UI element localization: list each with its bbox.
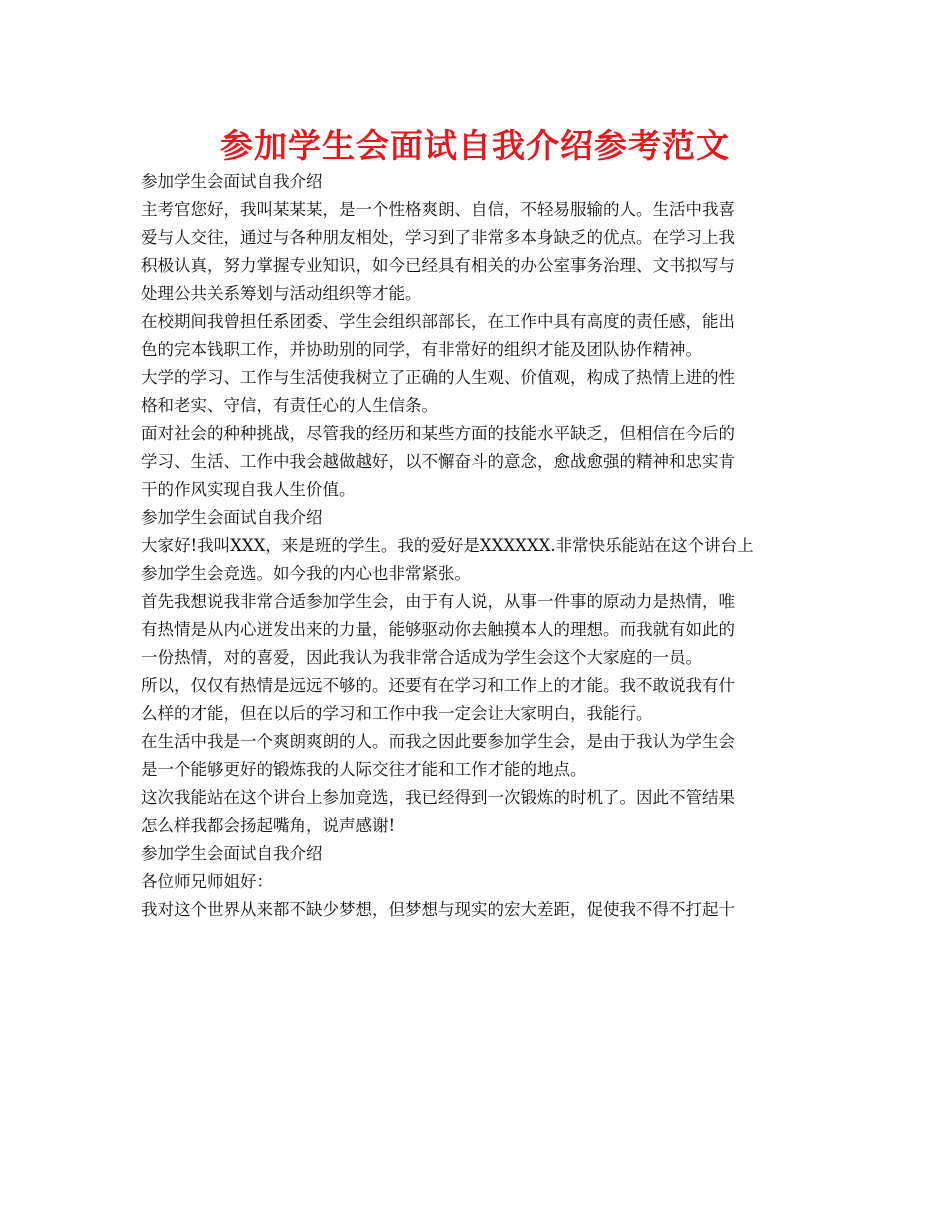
body-line: 我对这个世界从来都不缺少梦想，但梦想与现实的宏大差距，促使我不得不打起十 (141, 900, 735, 919)
section-heading: 参加学生会面试自我介绍 (141, 508, 323, 527)
body-line: 参加学生会竞选。如今我的内心也非常紧张。 (141, 564, 471, 583)
body-line: 在生活中我是一个爽朗爽朗的人。而我之因此要参加学生会，是由于我认为学生会 (141, 732, 735, 751)
body-line: 格和老实、守信，有责任心的人生信条。 (141, 396, 438, 415)
body-line: 是一个能够更好的锻炼我的人际交往才能和工作才能的地点。 (141, 760, 587, 779)
body-line: 有热情是从内心迸发出来的力量，能够驱动你去触摸本人的理想。而我就有如此的 (141, 620, 735, 639)
body-line: 各位师兄师姐好： (141, 872, 273, 891)
body-line: 一份热情，对的喜爱，因此我认为我非常合适成为学生会这个大家庭的一员。 (141, 648, 702, 667)
document-body (141, 168, 813, 924)
body-line: 积极认真，努力掌握专业知识，如今已经具有相关的办公室事务治理、文书拟写与 (141, 256, 735, 275)
body-line: 大学的学习、工作与生活使我树立了正确的人生观、价值观，构成了热情上进的性 (141, 368, 735, 387)
body-line: 面对社会的种种挑战，尽管我的经历和某些方面的技能水平缺乏，但相信在今后的 (141, 424, 735, 443)
body-line: 在校期间我曾担任系团委、学生会组织部部长，在工作中具有高度的责任感，能出 (141, 312, 735, 331)
body-line: 处理公共关系筹划与活动组织等才能。 (141, 284, 422, 303)
body-line: 色的完本钱职工作，并协助别的同学，有非常好的组织才能及团队协作精神。 (141, 340, 702, 359)
body-line: 爱与人交往，通过与各种朋友相处，学习到了非常多本身缺乏的优点。在学习上我 (141, 228, 735, 247)
section-heading: 参加学生会面试自我介绍 (141, 844, 323, 863)
body-line: 么样的才能，但在以后的学习和工作中我一定会让大家明白，我能行。 (141, 704, 653, 723)
body-line: 这次我能站在这个讲台上参加竞选，我已经得到一次锻炼的时机了。因此不管结果 (141, 788, 735, 807)
document-title: 参加学生会面试自我介绍参考范文 (220, 126, 730, 165)
section-heading: 参加学生会面试自我介绍 (141, 172, 323, 191)
body-line: 主考官您好，我叫某某某，是一个性格爽朗、自信，不轻易服输的人。生活中我喜 (141, 200, 735, 219)
body-line: 所以，仅仅有热情是远远不够的。还要有在学习和工作上的才能。我不敢说我有什 (141, 676, 735, 695)
body-line: 首先我想说我非常合适参加学生会，由于有人说，从事一件事的原动力是热情，唯 (141, 592, 735, 611)
body-line: 大家好!我叫XXX，来是班的学生。我的爱好是XXXXXX.非常快乐能站在这个讲台上 (141, 536, 754, 555)
body-line: 干的作风实现自我人生价值。 (141, 480, 356, 499)
body-line: 学习、生活、工作中我会越做越好，以不懈奋斗的意念，愈战愈强的精神和忠实肯 (141, 452, 735, 471)
body-line: 怎么样我都会扬起嘴角，说声感谢! (141, 816, 396, 835)
